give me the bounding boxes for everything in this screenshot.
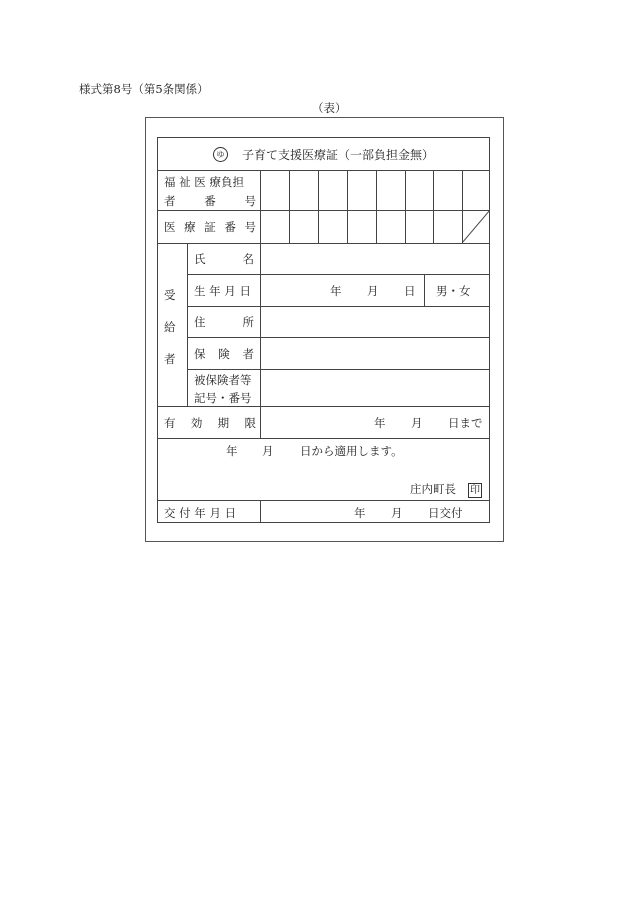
issue-month: 月 (391, 506, 403, 520)
medical-certificate-card (157, 137, 490, 523)
validity-char: 期 (217, 416, 230, 430)
address-char: 住 (194, 315, 206, 329)
medical-cert-char: 番 (224, 220, 236, 234)
issue-year: 年 (354, 506, 366, 520)
apply-month: 月 (262, 444, 274, 458)
number-box-divider (405, 170, 406, 243)
welfare-label-line1: 福 祉 医 療負担 (164, 175, 244, 189)
insured-label (194, 372, 252, 406)
divider (187, 369, 490, 370)
divider (187, 337, 490, 338)
apply-year: 年 (226, 444, 238, 458)
name-char: 氏 (194, 252, 206, 266)
welfare-label-char: 者 (164, 194, 176, 208)
insurer-char: 保 (194, 347, 206, 361)
divider (158, 210, 489, 211)
issue-day-text: 日交付 (428, 506, 463, 520)
medical-cert-char: 医 (164, 220, 176, 234)
validity-day: 日まで (448, 416, 483, 430)
number-box-divider (318, 170, 319, 243)
insurer-char: 険 (218, 347, 230, 361)
medical-cert-char: 療 (184, 220, 196, 234)
validity-year: 年 (374, 416, 386, 430)
validity-char: 有 (164, 416, 176, 430)
divider (158, 500, 489, 501)
apply-day-text: 日から適用します。 (300, 444, 403, 458)
divider (260, 243, 261, 406)
mayor-label: 庄内町長 (410, 482, 456, 496)
insurer-label (194, 346, 254, 362)
recipient-label (164, 287, 182, 367)
recipient-char: 受 (164, 288, 176, 302)
issue-label: 交 付 年 月 日 (164, 506, 237, 520)
medical-cert-char: 証 (204, 220, 216, 234)
welfare-label-line2 (164, 193, 256, 209)
name-label (194, 251, 254, 267)
divider (158, 406, 489, 407)
divider (158, 170, 489, 171)
sex-value: 男・女 (436, 284, 471, 298)
welfare-label-char: 号 (244, 194, 256, 208)
recipient-char: 者 (164, 352, 176, 366)
welfare-label-char: 番 (204, 194, 216, 208)
number-box-divider (347, 170, 348, 243)
divider (187, 243, 188, 406)
medical-cert-number-label (164, 219, 256, 235)
insured-label-line2: 記号・番号 (194, 391, 252, 405)
divider (260, 170, 261, 243)
insurer-char: 者 (242, 347, 254, 361)
insured-label-line1: 被保険者等 (194, 373, 252, 387)
recipient-char: 給 (164, 320, 176, 334)
title-text: 子育て支援医療証（一部負担金無） (241, 147, 434, 162)
divider (187, 306, 490, 307)
side-label: （表） (312, 101, 347, 115)
address-char: 所 (242, 315, 254, 329)
address-label (194, 314, 254, 330)
dob-label: 生 年 月 日 (194, 284, 251, 298)
validity-label (164, 415, 256, 431)
divider (424, 274, 425, 306)
card-title (158, 138, 489, 170)
divider (260, 406, 261, 438)
number-box-divider (289, 170, 290, 243)
medical-cert-char: 号 (244, 220, 256, 234)
validity-char: 効 (190, 416, 203, 430)
number-box-divider (433, 170, 434, 243)
validity-char: 限 (244, 416, 256, 430)
validity-month: 月 (411, 416, 423, 430)
dob-year: 年 (330, 284, 342, 298)
form-number: 様式第8号（第5条関係） (79, 82, 209, 96)
diagonal-slash (462, 210, 490, 243)
number-box-divider (376, 170, 377, 243)
divider (158, 243, 489, 244)
name-char: 名 (242, 252, 254, 266)
title-mark: ゆ (213, 147, 228, 162)
divider (158, 438, 489, 439)
dob-day: 日 (404, 284, 416, 298)
divider (187, 274, 490, 275)
mayor-signature (410, 481, 482, 498)
seal-mark: 印 (470, 485, 480, 496)
dob-month: 月 (367, 284, 379, 298)
welfare-number-label (164, 174, 256, 209)
divider (260, 500, 261, 523)
